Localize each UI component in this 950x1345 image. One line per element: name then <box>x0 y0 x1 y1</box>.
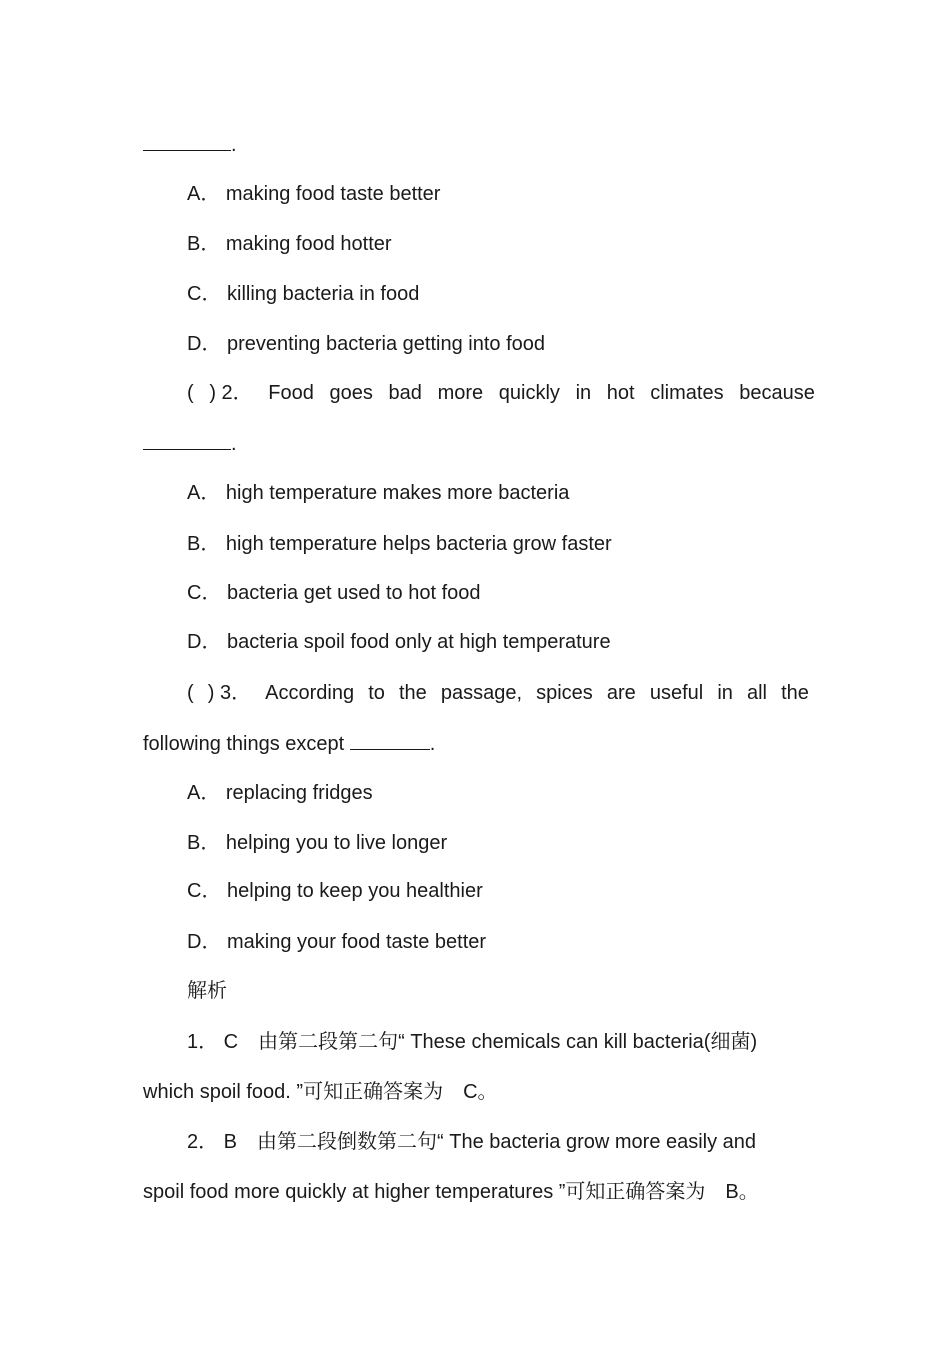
q2-option-b: B． high temperature helps bacteria grow faster <box>187 533 612 555</box>
q2-word: in <box>575 382 592 404</box>
q2-paren-open: ( <box>187 382 194 404</box>
analysis-answer-2-line2: spoil food more quickly at higher temperatures ”可知正确答案为 B。 <box>143 1181 759 1203</box>
q2-word: hot <box>606 382 635 404</box>
q2-option-d: D． bacteria spoil food only at high temperature <box>187 631 611 653</box>
q2-word: climates <box>650 382 724 404</box>
q1-option-b: B． making food hotter <box>187 233 392 255</box>
analysis-answer-2-line1: 2． B 由第二段倒数第二句“ The bacteria grow more easily and <box>187 1131 757 1153</box>
q3-number: ) 3． <box>207 682 252 704</box>
q1-option-c: C． killing bacteria in food <box>187 283 420 305</box>
q2-word: because <box>739 382 815 404</box>
q3-word: According <box>265 682 355 704</box>
q3-paren-open: ( <box>187 682 194 704</box>
q2-word: goes <box>329 382 373 404</box>
q3-word: to <box>368 682 385 704</box>
q3-word: all <box>746 682 767 704</box>
q3-option-d: D． making your food taste better <box>187 931 487 953</box>
q2-stem-end: . <box>143 431 237 456</box>
q2-option-c: C． bacteria get used to hot food <box>187 582 481 604</box>
q3-word: are <box>606 682 636 704</box>
q1-stem-end: . <box>143 132 237 157</box>
q3-word: spices <box>536 682 593 704</box>
q3-stem <box>187 681 809 705</box>
q2-word: bad <box>388 382 422 404</box>
q2-word: more <box>437 382 484 404</box>
q2-stem <box>187 381 815 405</box>
q2-word: quickly <box>498 382 560 404</box>
analysis-answer-1-line2: which spoil food. ”可知正确答案为 C。 <box>143 1081 498 1103</box>
q3-option-c: C． helping to keep you healthier <box>187 880 483 902</box>
answer-blank <box>143 132 231 151</box>
q2-word: Food <box>268 382 314 404</box>
q1-option-a: A． making food taste better <box>187 183 441 205</box>
q3-word: the <box>781 682 809 704</box>
q3-word: in <box>717 682 733 704</box>
q2-option-a: A． high temperature makes more bacteria <box>187 482 570 504</box>
q3-option-a: A． replacing fridges <box>187 782 373 804</box>
answer-blank <box>350 731 430 750</box>
q3-word: useful <box>649 682 704 704</box>
q3-stem-line2: following things except . <box>143 733 436 755</box>
q2-number: ) 2． <box>209 382 253 404</box>
q3-word: passage, <box>440 682 523 704</box>
analysis-answer-1-line1: 1． C 由第二段第二句“ These chemicals can kill bacteria(细菌) <box>187 1031 758 1053</box>
analysis-heading: 解析 <box>187 980 227 1002</box>
q1-option-d: D． preventing bacteria getting into food <box>187 333 545 355</box>
answer-blank <box>143 431 231 450</box>
q3-option-b: B． helping you to live longer <box>187 832 448 854</box>
q3-word: the <box>398 682 427 704</box>
